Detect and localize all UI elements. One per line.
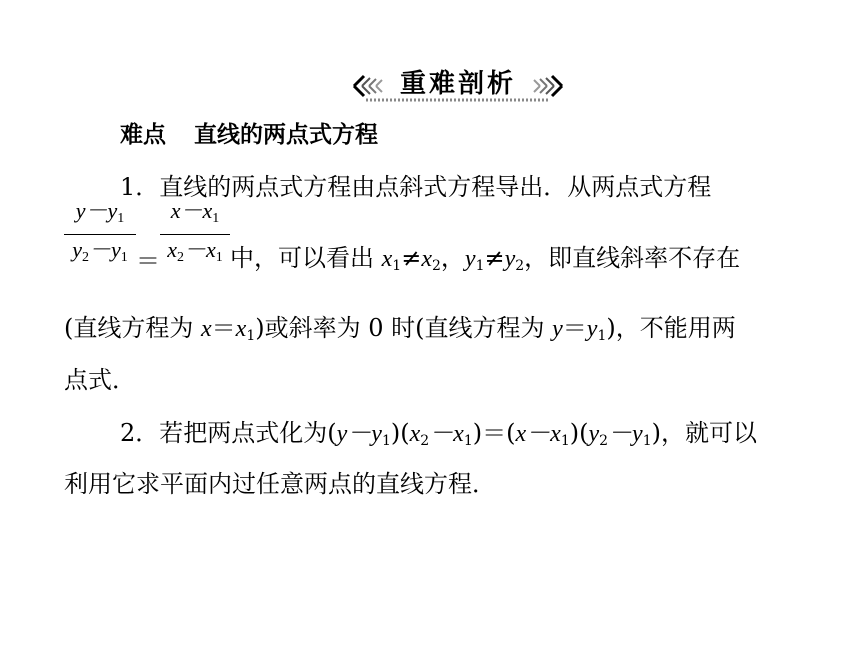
fraction-x-numerator: $x-x_1$ — [170, 198, 220, 226]
fraction-y-denominator: $y_2-y_1$ — [72, 237, 128, 265]
para1-line4: 点式． — [64, 366, 136, 394]
para1-line1: 1．直线的两点式方程由点斜式方程导出．从两点式方程 — [120, 173, 712, 201]
para2-line2: 利用它求平面内过任意两点的直线方程． — [64, 470, 496, 498]
para1-line3: (直线方程为 $x=x_1$)或斜率为 0 时(直线方程为 $y=y_1$)，不能用两 — [64, 314, 736, 344]
fraction-x — [160, 198, 230, 271]
fraction-y — [64, 198, 136, 271]
fraction-bar — [64, 234, 136, 235]
equals-sign: ＝ — [136, 249, 160, 275]
fraction-y-numerator: $y-y_1$ — [75, 198, 125, 226]
para2-line1: 2．若把两点式化为$(y-y_1)(x_2-x_1)=(x-x_1)(y_2-y_1)$，就可以 — [120, 419, 757, 449]
section-subheading — [120, 120, 378, 150]
section-banner — [352, 66, 564, 106]
para1-line2: 中，可以看出 $x_1\ne x_2$，$y_1\ne y_2$，即直线斜率不存在 — [230, 244, 741, 274]
banner-title: 重难剖析 — [399, 69, 516, 99]
subhead-label: 难点 — [120, 122, 166, 148]
subhead-title: 直线的两点式方程 — [194, 122, 378, 148]
fraction-x-denominator: $x_2-x_1$ — [167, 237, 223, 265]
fraction-bar — [160, 234, 230, 235]
